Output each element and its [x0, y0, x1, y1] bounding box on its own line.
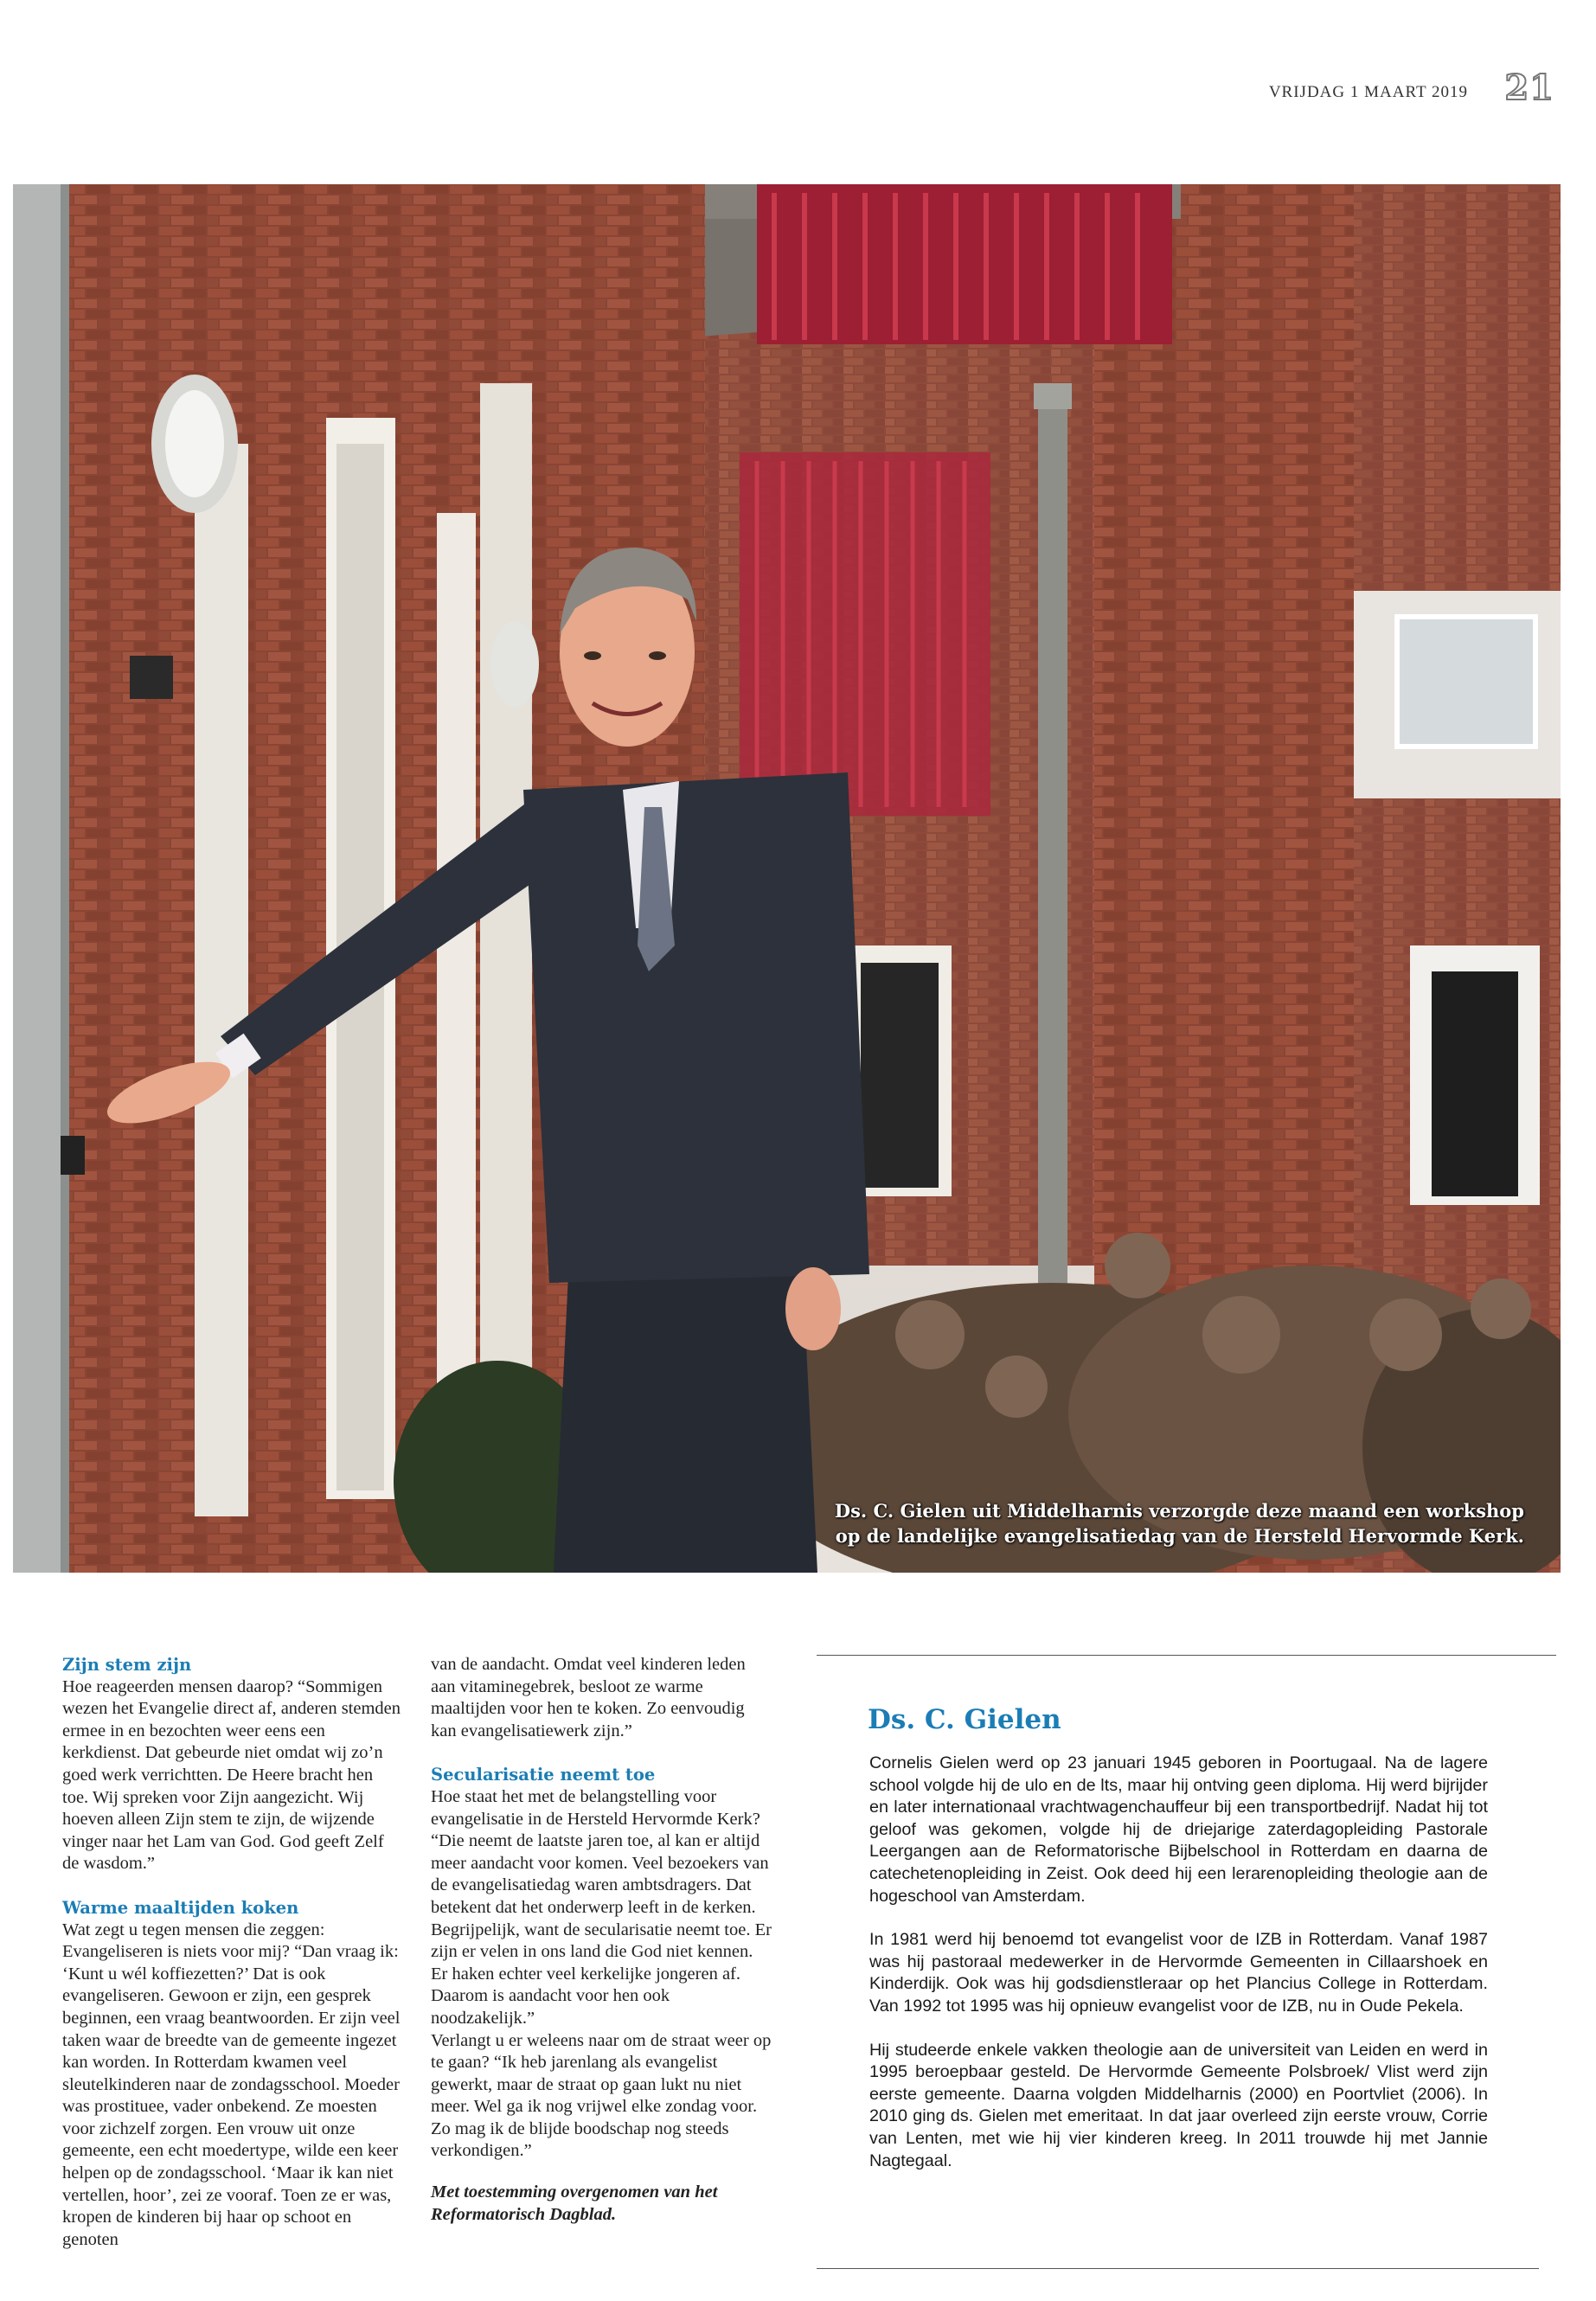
sidebar-title: Ds. C. Gielen — [868, 1704, 1061, 1735]
caption-line-1: Ds. C. Gielen uit Middelharnis verzorgde deze maand een workshop — [834, 1500, 1524, 1522]
sidebar-bottom-rule — [817, 2268, 1539, 2269]
article-column-2 — [431, 1654, 772, 2226]
photo-caption — [835, 1498, 1524, 1548]
article-column-1 — [62, 1654, 401, 2251]
bio-paragraph: In 1981 werd hij benoemd tot evangelist voor de IZB in Rotterdam. Vanaf 1987 was hij pastoraal medewerker in de Hervormde Gemeenten in Cillaarshoek en Kinderdijk. Ook was hij godsdienstleraar op het Plancius College in Rotterdam. Van 1992 tot 1995 was hij opnieuw evangelist voor de IZB, nu in Oude Pekela. — [869, 1930, 1488, 2016]
sidebar-bio — [869, 1753, 1488, 2194]
source-credit: Met toestemming overgenomen van het Reformatorisch Dagblad. — [431, 2182, 718, 2224]
article-paragraph: Wat zegt u tegen mensen die zeggen: Evangeliseren is niets voor mij? “Dan vraag ik: ‘Kunt u wél koffiezetten?’ Dat is ook evangeliseren. Gewoon er zijn, een gesprek beginnen, een vraag beantwoorden. Er zijn veel taken waar de breedte van de gemeente ingezet kan worden. In Rotterdam kwamen veel sleutelkinderen naar de zondagsschool. Moeder was prostituee, vader onbekend. Ze moesten voor zichzelf zorgen. Een vrouw uit onze gemeente, een echt moedertype, wilde een keer helpen op de zondagsschool. ‘Maar ik kan niet vertellen, hoor’, zei ze vooraf. Toen ze er was, kropen de kinderen bij haar op schoot en genoten — [62, 1920, 401, 2249]
sidebar-top-rule — [817, 1655, 1556, 1656]
page-number: 21 — [1504, 67, 1554, 108]
bio-paragraph: Cornelis Gielen werd op 23 januari 1945 geboren in Poortugaal. Na de lagere school volgde hij de ulo en de lts, maar hij ontving geen diploma. Hij werd bijrijder en later internationaal vrachtwagenchauffeur bij een transportbedrijf. Nadat hij tot geloof was gekomen, volgde hij de driejarige zaterdagopleiding Pastorale Leergangen aan de Reformatorische Bijbelschool in Rotterdam en daarna de catechetenopleiding in Zeist. Ook deed hij een lerarenopleiding theologie aan de hogeschool van Amsterdam. — [869, 1753, 1488, 1906]
article-paragraph: Hoe reageerden mensen daarop? “Sommigen wezen het Evangelie direct af, anderen stemden ermee in en bezochten weer eens een kerkdienst. Dat gebeurde niet omdat wij zo’n goed werk verrichtten. De Heere bracht hen toe. Wij spreken voor Zijn aangezicht. Wij hoeven alleen Zijn stem te zijn, de wijzende vinger naar het Lam van God. God geeft Zelf de wasdom.” — [62, 1676, 401, 1874]
subhead-zijn-stem-zijn: Zijn stem zijn — [62, 1655, 192, 1675]
caption-line-2: op de landelijke evangelisatiedag van de Hersteld Hervormde Kerk. — [835, 1525, 1524, 1547]
article-photo — [13, 184, 1561, 1573]
article-paragraph: Hoe staat het met de belangstelling voor evangelisatie in de Hersteld Hervormde Kerk? “Die neemt de laatste jaren toe, al kan er altijd meer aandacht voor komen. Veel bezoekers van de evangelisatiedag waren ambtsdragers. Dat betekent dat het onderwerp leeft in de kerken. Begrijpelijk, want de secularisatie neemt toe. Er zijn er velen in ons land die God niet kennen. Er haken echter veel kerkelijke jongeren af. Daarom is aandacht voor hen ook noodzakelijk.” — [431, 1786, 772, 2028]
subhead-warme-maaltijden: Warme maaltijden koken — [62, 1897, 299, 1918]
bio-paragraph: Hij studeerde enkele vakken theologie aan de universiteit van Leiden en werd in 1995 beroepbaar gesteld. De Hervormde Gemeente Polsbroek/ Vlist werd zijn eerste gemeente. Daarna volgden Middelharnis (2000) en Poortvliet (2006). In 2010 ging ds. Gielen met emeritaat. In dat jaar overleed zijn eerste vrouw, Corrie van Lenten, met wie hij vier kinderen kreeg. In 2011 trouwde hij met Jannie Nagtegaal. — [869, 2040, 1488, 2170]
article-paragraph: van de aandacht. Omdat veel kinderen leden aan vitaminegebrek, besloot ze warme maaltijden voor hen te koken. Zo eenvoudig kan evangelisatiewerk zijn.” — [431, 1655, 746, 1740]
photo-illustration — [13, 184, 1561, 1573]
issue-date: VRIJDAG 1 MAART 2019 — [1268, 83, 1468, 101]
subhead-secularisatie: Secularisatie neemt toe — [431, 1765, 656, 1785]
article-paragraph: Verlangt u er weleens naar om de straat weer op te gaan? “Ik heb jarenlang als evangelist gewerkt, maar de straat op gaan lukt nu niet meer. Wel ga ik nog vrijwel elke zondag voor. Zo mag ik de blijde boodschap nog steeds verkondigen.” — [431, 2030, 772, 2161]
